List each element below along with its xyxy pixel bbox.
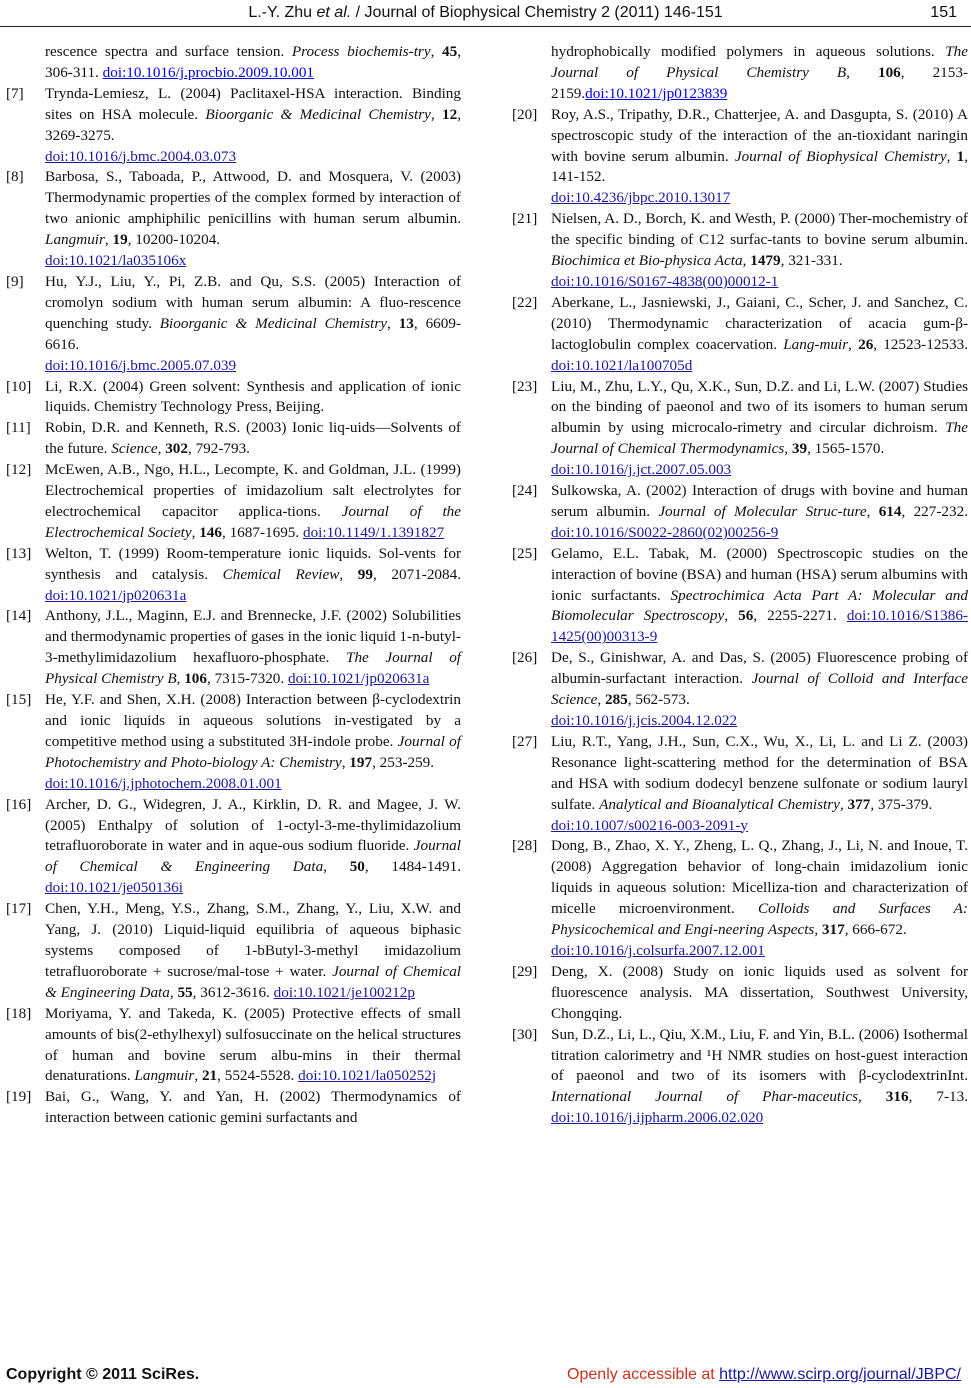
doi-link[interactable]: doi:10.1016/j.bmc.2004.03.073	[45, 147, 237, 165]
reference-text: Anthony, J.L., Maginn, E.J. and Brennecke, J.F. (2002) Solubilities and thermodynamic properties of gases in the ionic liquid 1-n-butyl-3-methylimidazolium hexafluoro-phosphate.	[45, 607, 461, 667]
reference-number: [15]	[6, 691, 32, 709]
volume-number: 317	[821, 921, 845, 939]
reference-item: [26] De, S., Ginishwar, A. and Das, S. (2005) Fluorescence probing of albumin-surfactant interaction. Journal of Colloid and Interface Science, 285, 562-573. doi:10.1016/j.jcis.2004.12.022	[512, 648, 968, 732]
reference-number: [25]	[512, 544, 538, 562]
reference-item: [21] Nielsen, A. D., Borch, K. and Westh, P. (2000) Ther-mochemistry of the specific binding of C12 surfac-tants to bovine serum albumin. Biochimica et Bio-physica Acta, 1479, 321-331. doi:10.1016/S0167-4838(00)00012-1	[512, 209, 968, 293]
page-range: , 5524-5528.	[217, 1067, 299, 1085]
reference-item: [9] Hu, Y.J., Liu, Y., Pi, Z.B. and Qu, S.S. (2005) Interaction of cromolyn sodium with human serum albumin: A fluo-rescence quenching study. Bioorganic & Medicinal Chemistry, 13, 6609-6616. doi:10.1016/j.bmc.2005.07.039	[6, 272, 461, 377]
continued-reference: hydrophobically modified polymers in aqueous solutions. The Journal of Physical Chemistry B, 106, 2153-2159.doi:10.1021/jp0123839	[551, 43, 968, 102]
journal-name: Lang-muir	[783, 335, 849, 353]
journal-name: Spectrochimica Acta Part A: Molecular and Biomolecular Spectroscopy	[551, 586, 968, 625]
reference-text: Chen, Y.H., Meng, Y.S., Zhang, S.M., Zhang, Y., Liu, X.W. and Yang, J. (2010) Liquid-liquid equilibria of aqueous biphasic systems composed of 1-bButyl-3-methyl imidazolium tetrafluoroborate + sucrose/mal-tose + water.	[45, 900, 461, 980]
doi-link[interactable]: doi:10.1021/je050136i	[45, 879, 183, 897]
header-rule	[0, 26, 971, 27]
doi-link[interactable]: doi:10.1016/j.ijpharm.2006.02.020	[551, 1109, 764, 1127]
reference-number: [19]	[6, 1088, 32, 1106]
reference-item: [15] He, Y.F. and Shen, X.H. (2008) Interaction between β-cyclodextrin and ionic liquids in aqueous solutions in-vestigated by a competitive method using a substituted 3H-indole probe. Journal of Photochemistry and Photo-biology A: Chemistry, 197, 253-259. doi:10.1016/j.jphotochem.2008.01.001	[6, 690, 461, 795]
page-range: , 3612-3616.	[192, 983, 274, 1001]
reference-number: [27]	[512, 732, 538, 750]
reference-number: [28]	[512, 837, 538, 855]
reference-text: Aberkane, L., Jasniewski, J., Gaiani, C., Scher, J. and Sanchez, C. (2010) Thermodynamic characterization of acacia gum-β-lactoglobulin complex coacervation.	[551, 293, 968, 353]
volume-number: 197	[349, 753, 373, 771]
doi-link[interactable]: doi:10.1016/j.jct.2007.05.003	[551, 461, 732, 479]
journal-name: Analytical and Bioanalytical Chemistry	[599, 795, 840, 813]
reference-number: [21]	[512, 210, 538, 228]
page-range: , 792-793.	[187, 440, 250, 458]
reference-item: [27] Liu, R.T., Yang, J.H., Sun, C.X., Wu, X., Li, L. and Li Z. (2003) Resonance light-scattering method for the determination of BSA and HSA with sodium dodecyl benzene sulfonate or sodium lauryl sulfate. Analytical and Bioanalytical Chemistry, 377, 375-379. doi:10.1007/s00216-003-2091-y	[512, 732, 968, 837]
doi-link[interactable]: doi:10.1016/j.jphotochem.2008.01.001	[45, 774, 282, 792]
reference-number: [29]	[512, 962, 538, 980]
journal-name: Bioorganic & Medicinal Chemistry	[159, 314, 388, 332]
reference-item: [30] Sun, D.Z., Li, L., Qiu, X.M., Liu, F. and Yin, B.L. (2006) Isothermal titration calorimetry and ¹H NMR studies on host-guest interaction of paeonol and two of its isomers with β-cyclodextrinInt. International Journal of Phar-maceutics, 316, 7-13. doi:10.1016/j.ijpharm.2006.02.020	[512, 1025, 968, 1127]
reference-number: [17]	[6, 900, 32, 918]
doi-link[interactable]: doi:10.1021/la035106x	[45, 252, 187, 270]
journal-name: Journal of Chemical & Engineering Data	[45, 962, 462, 1001]
page-range: , 1565-1570.	[807, 440, 885, 458]
volume-number: 39	[791, 440, 808, 458]
page-range: , 3269-3275.	[45, 105, 462, 144]
doi-link[interactable]: doi:10.1021/je100212p	[273, 983, 415, 1001]
reference-item: [16] Archer, D. G., Widegren, J. A., Kirklin, D. R. and Magee, J. W. (2005) Enthalpy of solution of 1-octyl-3-me-thylimidazolium tetrafluoroborate in water and in aque-ous sodium fluoride. Journal of Chemical & Engineering Data, 50, 1484-1491. doi:10.1021/je050136i	[6, 795, 461, 897]
reference-number: [10]	[6, 377, 32, 395]
volume-number: 99	[357, 565, 373, 583]
reference-item: [12] McEwen, A.B., Ngo, H.L., Lecompte, K. and Goldman, J.L. (1999) Electrochemical properties of imidazolium salt electrolytes for electrochemical capacitor applica-tions. Journal of the Electrochemical Society, 146, 1687-1695. doi:10.1149/1.1391827	[6, 461, 461, 541]
page-range: , 253-259.	[372, 753, 435, 771]
reference-text: Bai, G., Wang, Y. and Yan, H. (2002) Thermodynamics of interaction between cationic gemini surfactants and	[45, 1088, 461, 1127]
journal-name: Journal of Colloid and Interface Science	[551, 670, 968, 709]
reference-text: Dong, B., Zhao, X. Y., Zheng, L. Q., Zhang, J., Li, N. and Inoue, T. (2008) Aggregation behavior of long-chain imidazolium ionic liquids in aqueous solution: Micelliza-tion and characterization of micelle microenvironment.	[551, 837, 968, 918]
journal-name: Journal of Biophysical Chemistry	[734, 147, 947, 165]
volume-number: 316	[885, 1088, 909, 1106]
reference-text: Gelamo, E.L. Tabak, M. (2000) Spectroscopic studies on the interaction of bovine (BSA) and human (HSA) serum albumins with ionic surfactants.	[551, 544, 968, 604]
reference-number: [20]	[512, 105, 538, 123]
journal-name: Colloids and Surfaces A: Physicochemical and Engi-neering Aspects	[551, 900, 968, 939]
volume-number: 12	[442, 105, 458, 123]
page-range: , 562-573.	[627, 691, 690, 709]
continued-reference: rescence spectra and surface tension. Process biochemis-try, 45, 306-311. doi:10.1016/j.procbio.2009.10.001	[45, 43, 461, 81]
reference-text: Liu, M., Zhu, L.Y., Qu, X.K., Sun, D.Z. and Li, L.W. (2007) Studies on the binding of paeonol and two of its isomers to human serum albumin by using microcalo-rimetry and circular dichroism.	[551, 377, 968, 437]
reference-text: Sun, D.Z., Li, L., Qiu, X.M., Liu, F. and Yin, B.L. (2006) Isothermal titration calorimetry and ¹H NMR studies on host-guest interaction of paeonol and two of its isomers with β-cyclodextrinInt.	[551, 1025, 968, 1085]
page-range: , 2255-2271.	[753, 607, 847, 625]
reference-item: [18] Moriyama, Y. and Takeda, K. (2005) Protective effects of small amounts of bis(2-ethylhexyl) sulfosuccinate on the helical structures of human and bovine serum albu-mins in their thermal denaturations. Langmuir, 21, 5524-5528. doi:10.1021/la050252j	[6, 1004, 461, 1085]
reference-number: [16]	[6, 795, 32, 813]
page-range: , 6609-6616.	[45, 314, 462, 353]
reference-text: Deng, X. (2008) Study on ionic liquids used as solvent for fluorescence analysis. MA dissertation, Southwest University, Chongqing.	[551, 962, 968, 1022]
reference-item: [28] Dong, B., Zhao, X. Y., Zheng, L. Q., Zhang, J., Li, N. and Inoue, T. (2008) Aggregation behavior of long-chain imidazolium ionic liquids in aqueous solution: Micelliza-tion and characterization of micelle microenvironment. Colloids and Surfaces A: Physicochemical and Engi-neering Aspects, 317, 666-672. doi:10.1016/j.colsurfa.2007.12.001	[512, 836, 968, 961]
page-footer	[0, 1366, 971, 1386]
reference-text: Welton, T. (1999) Room-temperature ionic liquids. Sol-vents for synthesis and catalysis.	[45, 544, 461, 583]
volume-number: 56	[738, 607, 754, 625]
reference-text: De, S., Ginishwar, A. and Das, S. (2005) Fluorescence probing of albumin-surfactant interaction.	[551, 649, 968, 688]
reference-item: [11] Robin, D.R. and Kenneth, R.S. (2003) Ionic liq-uids—Solvents of the future. Science, 302, 792-793.	[6, 419, 461, 458]
reference-item: [14] Anthony, J.L., Maginn, E.J. and Brennecke, J.F. (2002) Solubilities and thermodynamic properties of gases in the ionic liquid 1-n-butyl-3-methylimidazolium hexafluoro-phosphate. The Journal of Physical Chemistry B, 106, 7315-7320. doi:10.1021/jp020631a	[6, 607, 462, 688]
page-number: 151	[930, 4, 957, 21]
journal-name: The Journal of Chemical Thermodynamics	[551, 419, 968, 458]
page-range: , 141-152.	[551, 147, 969, 186]
right-column	[512, 42, 968, 1129]
doi-link[interactable]: doi:10.1016/j.procbio.2009.10.001	[102, 63, 315, 81]
journal-name: Bioorganic & Medicinal Chemistry	[205, 105, 431, 123]
doi-link[interactable]: doi:10.1016/S1386-1425(00)00313-9	[551, 607, 968, 646]
page-range: , 10200-10204.	[127, 231, 221, 249]
reference-item: [7] Trynda-Lemiesz, L. (2004) Paclitaxel-HSA interaction. Binding sites on HSA molecule. Bioorganic & Medicinal Chemistry, 12, 3269-3275. doi:10.1016/j.bmc.2004.03.073	[6, 84, 461, 168]
reference-number: [13]	[6, 544, 32, 562]
reference-number: [11]	[6, 419, 31, 437]
reference-number: [26]	[512, 649, 538, 667]
doi-link[interactable]: doi:10.1149/1.1391827	[302, 523, 445, 541]
reference-text: Liu, R.T., Yang, J.H., Sun, C.X., Wu, X., Li, L. and Li Z. (2003) Resonance light-scattering method for the determination of BSA and HSA with sodium dodecyl benzene sulfonate or sodium lauryl sulfate.	[551, 732, 968, 813]
journal-name: International Journal of Phar-maceutics	[551, 1088, 859, 1106]
reference-item: [17] Chen, Y.H., Meng, Y.S., Zhang, S.M., Zhang, Y., Liu, X.W. and Yang, J. (2010) Liquid-liquid equilibria of aqueous biphasic systems composed of 1-bButyl-3-methyl imidazolium tetrafluoroborate + sucrose/mal-tose + water. Journal of Chemical & Engineering Data, 55, 3612-3616. doi:10.1021/je100212p	[6, 900, 462, 1001]
left-column	[6, 42, 461, 1129]
page-range: , 12523-12533.	[873, 335, 968, 353]
reference-item: [24] Sulkowska, A. (2002) Interaction of drugs with bovine and human serum albumin. Journal of Molecular Struc-ture, 614, 227-232. doi:10.1016/S0022-2860(02)00256-9	[512, 482, 969, 541]
page-range: , 1484-1491.	[364, 858, 461, 876]
page-range: , 7-13.	[908, 1088, 968, 1106]
reference-text: McEwen, A.B., Ngo, H.L., Lecompte, K. and Goldman, J.L. (1999) Electrochemical properties of imidazolium salt electrolytes for electrochemical capacitor applica-tions.	[45, 461, 461, 520]
reference-text: Robin, D.R. and Kenneth, R.S. (2003) Ionic liq-uids—Solvents of the future.	[45, 419, 461, 458]
page-range: , 227-232.	[901, 502, 969, 520]
volume-number: 1	[956, 147, 965, 165]
doi-link[interactable]: doi:10.1021/la050252j	[298, 1067, 437, 1085]
journal-name: Science	[111, 440, 158, 458]
volume-number: 614	[878, 502, 902, 520]
volume-number: 106	[184, 670, 207, 688]
reference-number: [9]	[6, 272, 24, 290]
reference-text: Li, R.X. (2004) Green solvent: Synthesis and application of ionic liquids. Chemistry Technology Press, Beijing.	[45, 377, 461, 416]
journal-name: Biochimica et Bio-physica Acta	[551, 252, 743, 270]
reference-text: Hu, Y.J., Liu, Y., Pi, Z.B. and Qu, S.S. (2005) Interaction of cromolyn sodium with human serum albumin: A fluo-rescence quenching study.	[45, 272, 461, 332]
volume-number: 50	[349, 858, 365, 876]
reference-number: [23]	[512, 377, 538, 395]
doi-link[interactable]: doi:10.1016/j.jcis.2004.12.022	[551, 712, 738, 729]
page-range: , 1687-1695.	[221, 523, 303, 541]
reference-item	[6, 1087, 461, 1129]
doi-link[interactable]: doi:10.1016/S0022-2860(02)00256-9	[551, 523, 779, 541]
journal-name: Journal of Photochemistry and Photo-biology A: Chemistry	[45, 732, 461, 771]
reference-item	[512, 962, 968, 1025]
reference-number: [8]	[6, 168, 24, 186]
reference-list	[6, 84, 461, 1129]
page-range: , 321-331.	[780, 252, 843, 270]
doi-link[interactable]: doi:10.1016/j.bmc.2005.07.039	[45, 356, 237, 374]
reference-item: [20] Roy, A.S., Tripathy, D.R., Chatterjee, A. and Dasgupta, S. (2010) A spectroscopic study of the interaction of the an-tioxidant naringin with bovine serum albumin. Journal of Biophysical Chemistry, 1, 141-152. doi:10.4236/jbpc.2010.13017	[512, 105, 968, 210]
journal-name: The Journal of Physical Chemistry B	[45, 649, 462, 688]
volume-number: 377	[847, 795, 871, 813]
copyright: Copyright © 2011 SciRes.	[6, 1366, 200, 1383]
reference-item: [22] Aberkane, L., Jasniewski, J., Gaiani, C., Scher, J. and Sanchez, C. (2010) Thermodynamic characterization of acacia gum-β-lactoglobulin complex coacervation. Lang-muir, 26, 12523-12533. doi:10.1021/la100705d	[512, 293, 968, 374]
doi-link[interactable]: doi:10.1016/j.colsurfa.2007.12.001	[551, 941, 765, 959]
page-range: , 7315-7320.	[206, 670, 288, 688]
page-range: , 666-672.	[844, 921, 907, 939]
volume-number: 1479	[750, 252, 781, 270]
reference-number: [22]	[512, 293, 538, 311]
page-header	[0, 2, 971, 26]
reference-item: [23] Liu, M., Zhu, L.Y., Qu, X.K., Sun, D.Z. and Li, L.W. (2007) Studies on the binding of paeonol and two of its isomers to human serum albumin by using microcalo-rimetry and circular dichroism. The Journal of Chemical Thermodynamics, 39, 1565-1570. doi:10.1016/j.jct.2007.05.003	[512, 377, 968, 482]
reference-item: [13] Welton, T. (1999) Room-temperature ionic liquids. Sol-vents for synthesis and catalysis. Chemical Review, 99, 2071-2084. doi:10.1021/jp020631a	[6, 544, 462, 604]
journal-name: Journal of the Electrochemical Society	[45, 502, 461, 541]
running-title: L.-Y. Zhu et al. / Journal of Biophysical Chemistry 2 (2011) 146-151	[248, 4, 723, 21]
volume-number: 19	[112, 231, 128, 249]
reference-number: [14]	[6, 607, 32, 625]
reference-number: [24]	[512, 482, 538, 500]
volume-number: 13	[398, 314, 414, 332]
doi-link[interactable]: doi:10.1021/la100705d	[551, 356, 693, 374]
volume-number: 55	[177, 983, 193, 1001]
reference-item	[6, 377, 461, 419]
open-access-note: Openly accessible at http://www.scirp.org/journal/JBPC/	[567, 1366, 961, 1383]
reference-number: [12]	[6, 461, 32, 479]
reference-number: [18]	[6, 1004, 32, 1022]
doi-link[interactable]: doi:10.1021/jp020631a	[45, 586, 187, 604]
reference-number: [30]	[512, 1025, 538, 1043]
journal-url-link[interactable]: http://www.scirp.org/journal/JBPC/	[719, 1366, 961, 1383]
volume-number: 146	[199, 523, 222, 541]
reference-list	[512, 105, 968, 1129]
reference-text: He, Y.F. and Shen, X.H. (2008) Interaction between β-cyclodextrin and ionic liquids in aqueous solutions in-vestigated by a competitive method using a substituted 3H-indole probe.	[45, 691, 461, 750]
reference-text: Trynda-Lemiesz, L. (2004) Paclitaxel-HSA interaction. Binding sites on HSA molecule.	[45, 84, 461, 123]
journal-name: Journal of Molecular Struc-ture	[658, 502, 867, 520]
volume-number: 26	[858, 335, 874, 353]
doi-link[interactable]: doi:10.1021/jp0123839	[585, 84, 728, 102]
volume-number: 21	[201, 1067, 218, 1085]
doi-link[interactable]: doi:10.1016/S0167-4838(00)00012-1	[551, 272, 779, 290]
reference-item: [8] Barbosa, S., Taboada, P., Attwood, D. and Mosquera, V. (2003) Thermodynamic properties of the complex formed by interaction of two anionic amphiphilic penicillins with human serum albumin. Langmuir, 19, 10200-10204. doi:10.1021/la035106x	[6, 167, 461, 272]
page-range: , 2071-2084.	[372, 565, 462, 583]
reference-text: Archer, D. G., Widegren, J. A., Kirklin, D. R. and Magee, J. W. (2005) Enthalpy of solution of 1-octyl-3-me-thylimidazolium tetrafluoroborate in water and in aque-ous sodium fluoride.	[45, 795, 461, 855]
reference-text: Barbosa, S., Taboada, P., Attwood, D. and Mosquera, V. (2003) Thermodynamic properties of the complex formed by interaction of two anionic amphiphilic penicillins with human serum albumin.	[45, 168, 461, 228]
reference-number: [7]	[6, 84, 24, 102]
journal-name: Chemical Review	[222, 565, 340, 583]
volume-number: 302	[165, 440, 188, 458]
reference-text: Nielsen, A. D., Borch, K. and Westh, P. (2000) Ther-mochemistry of the specific binding of C12 surfac-tants to bovine serum albumin.	[551, 210, 968, 249]
reference-text: Moriyama, Y. and Takeda, K. (2005) Protective effects of small amounts of bis(2-ethylhexyl) sulfosuccinate on the helical structures of human and bovine serum albu-mins in their thermal denaturations.	[45, 1004, 461, 1085]
doi-link[interactable]: doi:10.1021/jp020631a	[287, 670, 430, 688]
doi-link[interactable]: doi:10.4236/jbpc.2010.13017	[551, 189, 731, 207]
reference-text: Sulkowska, A. (2002) Interaction of drugs with bovine and human serum albumin.	[551, 482, 968, 520]
journal-name: Langmuir	[45, 231, 105, 249]
journal-name: Journal of Chemical & Engineering Data	[45, 837, 461, 876]
doi-link[interactable]: doi:10.1007/s00216-003-2091-y	[551, 816, 749, 834]
volume-number: 285	[604, 691, 628, 709]
journal-name: Langmuir	[134, 1067, 195, 1085]
page-range: , 375-379.	[870, 795, 933, 813]
reference-item: [25] Gelamo, E.L. Tabak, M. (2000) Spectroscopic studies on the interaction of bovine (BSA) and human (HSA) serum albumins with ionic surfactants. Spectrochimica Acta Part A: Molecular and Biomolecular Spectroscopy, 56, 2255-2271. doi:10.1016/S1386-1425(00)00313-9	[512, 544, 968, 646]
reference-text: Roy, A.S., Tripathy, D.R., Chatterjee, A. and Dasgupta, S. (2010) A spectroscopic study of the interaction of the an-tioxidant naringin with bovine serum albumin.	[551, 105, 968, 165]
